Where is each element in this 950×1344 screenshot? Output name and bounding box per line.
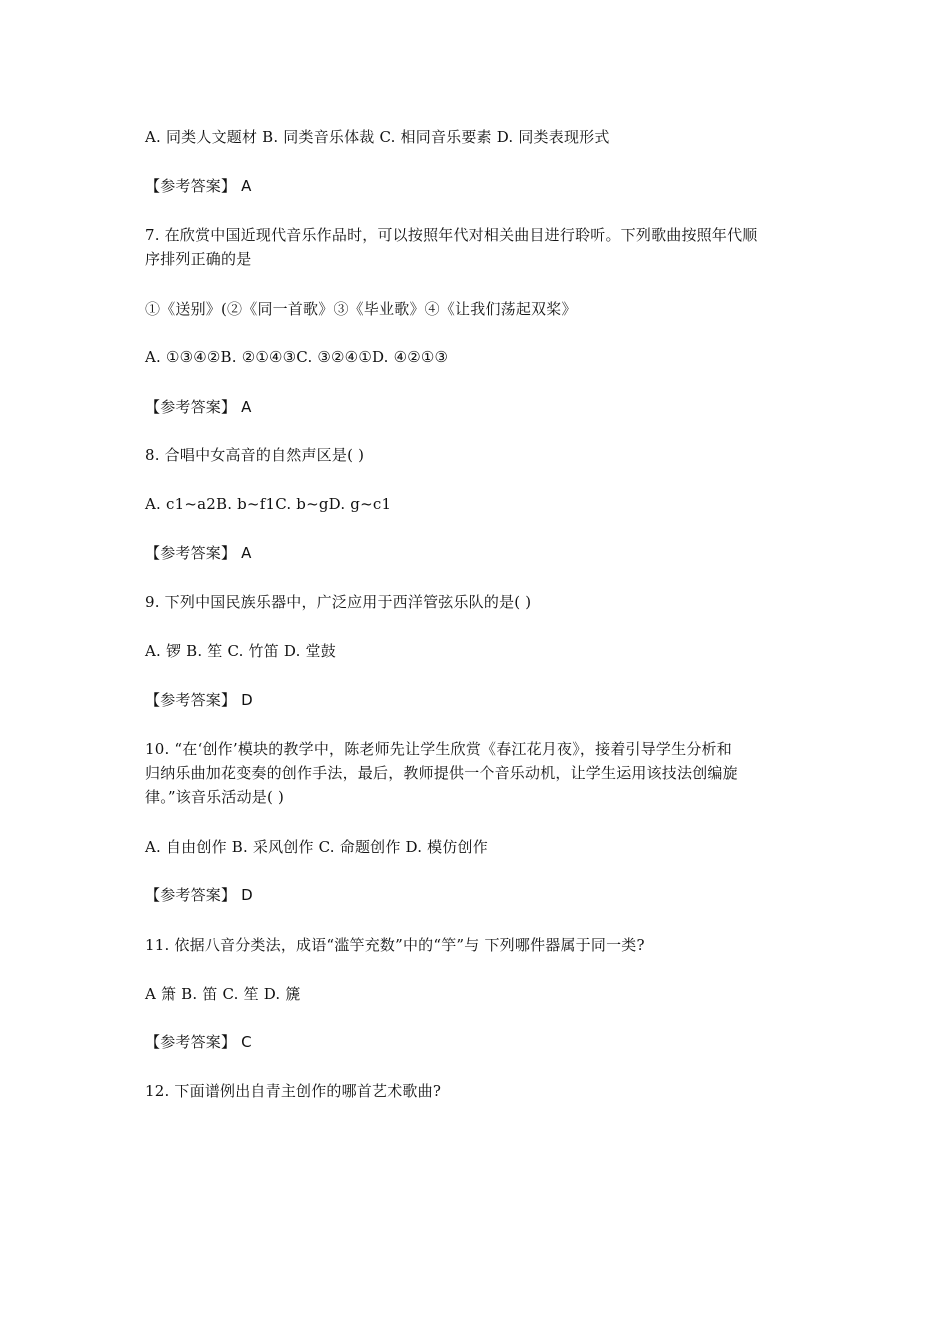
q9-question: 9. 下列中国民族乐器中，广泛应用于西洋管弦乐队的是( ) [145, 593, 532, 611]
q10-question-line-1: 10. “在‘创作’模块的教学中，陈老师先让学生欣赏《春江花月夜》，接着引导学生分析和 [145, 740, 732, 758]
q11-options: A 箫 B. 笛 C. 笙 D. 篪 [145, 985, 301, 1003]
q9-answer: 【参考答案】 D [145, 691, 253, 709]
q11-question: 11. 依据八音分类法，成语“滥竽充数”中的“竽”与 下列哪件器属于同一类? [145, 936, 645, 954]
q8-options: A. c1~a2B. b~f1C. b~gD. g~c1 [145, 495, 392, 513]
q8-question: 8. 合唱中女高音的自然声区是( ) [145, 446, 365, 464]
q10-question-line-2: 归纳乐曲加花变奏的创作手法，最后，教师提供一个音乐动机，让学生运用该技法创编旋 [145, 764, 738, 782]
q7-question-line-2: 序排列正确的是 [145, 250, 252, 268]
q6-answer: 【参考答案】 A [145, 177, 252, 195]
q10-options: A. 自由创作 B. 采风创作 C. 命题创作 D. 模仿创作 [145, 838, 488, 856]
q10-answer: 【参考答案】 D [145, 886, 253, 904]
q6-options: A. 同类人文题材 B. 同类音乐体裁 C. 相同音乐要素 D. 同类表现形式 [145, 128, 610, 146]
q8-answer: 【参考答案】 A [145, 544, 252, 562]
q9-options: A. 锣 B. 笙 C. 竹笛 D. 堂鼓 [145, 642, 336, 660]
q7-answer: 【参考答案】 A [145, 398, 252, 416]
q7-options: A. ①③④②B. ②①④③C. ③②④①D. ④②①③ [145, 348, 449, 366]
q11-answer: 【参考答案】 C [145, 1033, 252, 1051]
q10-question-line-3: 律。”该音乐活动是( ) [145, 788, 285, 806]
q7-question-line-1: 7. 在欣赏中国近现代音乐作品时，可以按照年代对相关曲目进行聆听。下列歌曲按照年代顺 [145, 226, 758, 244]
q7-song-list: ①《送别》(②《同一首歌》③《毕业歌》④《让我们荡起双桨》 [145, 300, 577, 318]
q12-question: 12. 下面谱例出自青主创作的哪首艺术歌曲? [145, 1082, 442, 1100]
